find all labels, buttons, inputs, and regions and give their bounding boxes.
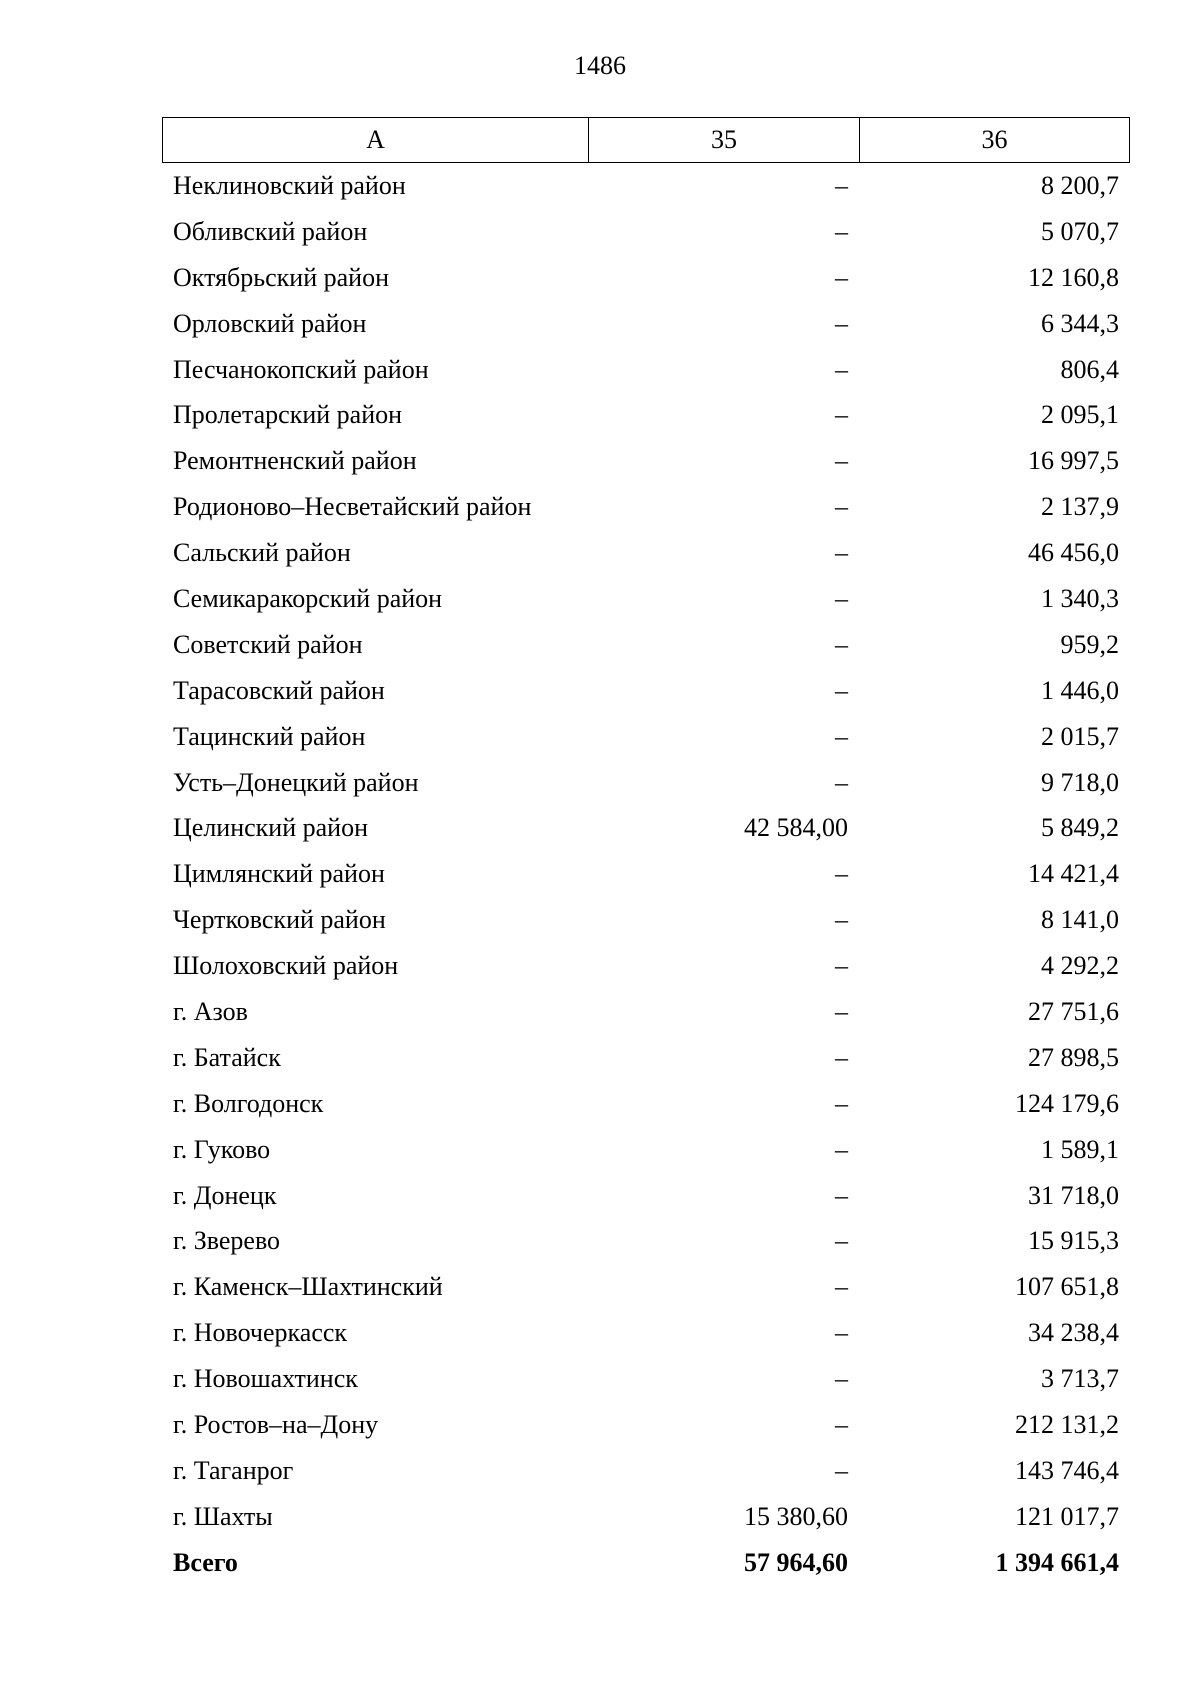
table-row — [162, 1494, 1130, 1540]
row-name: Цимлянский район — [173, 859, 385, 889]
row-value-35: – — [835, 996, 848, 1026]
row-value-35: 15 380,60 — [744, 1501, 848, 1531]
row-value-35: – — [835, 400, 848, 430]
total-label: Всего — [173, 1547, 238, 1577]
table-row — [162, 714, 1130, 760]
row-value-36: 6 344,3 — [1041, 308, 1119, 338]
table-row — [162, 851, 1130, 897]
row-value-35: – — [835, 1134, 848, 1164]
row-value-35: – — [835, 1409, 848, 1439]
row-value-36: 34 238,4 — [1028, 1318, 1119, 1348]
row-value-35: – — [835, 859, 848, 889]
row-name: Обливский район — [173, 216, 368, 246]
total-row — [162, 1540, 1130, 1586]
row-value-35: – — [835, 1042, 848, 1072]
row-value-36: 14 421,4 — [1028, 859, 1119, 889]
row-value-36: 27 898,5 — [1028, 1042, 1119, 1072]
row-name: г. Новошахтинск — [173, 1364, 358, 1394]
table-row — [162, 163, 1130, 209]
row-value-35: – — [835, 905, 848, 935]
row-name: г. Каменск–Шахтинский — [173, 1272, 443, 1302]
total-value-35: 57 964,60 — [744, 1547, 848, 1577]
row-value-35: – — [835, 354, 848, 384]
row-name: г. Шахты — [173, 1501, 273, 1531]
table-row — [162, 1035, 1130, 1081]
table-row — [162, 760, 1130, 806]
page-number: 1486 — [574, 51, 626, 80]
table-row — [162, 897, 1130, 943]
row-value-35: – — [835, 538, 848, 568]
table-body — [162, 163, 1130, 1586]
row-value-35: – — [835, 1455, 848, 1485]
row-value-36: 124 179,6 — [1015, 1088, 1119, 1118]
row-value-36: 2 137,9 — [1041, 492, 1119, 522]
row-value-35: – — [835, 216, 848, 246]
row-value-35: – — [835, 629, 848, 659]
row-name: Пролетарский район — [173, 400, 403, 430]
table-row — [162, 1448, 1130, 1494]
table-row — [162, 392, 1130, 438]
row-value-36: 1 446,0 — [1041, 675, 1119, 705]
table-row — [162, 1356, 1130, 1402]
row-name: г. Донецк — [173, 1180, 277, 1210]
row-value-36: 4 292,2 — [1041, 951, 1119, 981]
total-value-36: 1 394 661,4 — [995, 1547, 1119, 1577]
table-row — [162, 1310, 1130, 1356]
row-value-36: 3 713,7 — [1041, 1364, 1119, 1394]
row-name: г. Новочеркасск — [173, 1318, 348, 1348]
table-row — [162, 1081, 1130, 1127]
row-value-35: – — [835, 721, 848, 751]
row-value-36: 143 746,4 — [1015, 1455, 1119, 1485]
row-value-36: 16 997,5 — [1028, 446, 1119, 476]
row-value-36: 806,4 — [1060, 354, 1119, 384]
row-name: г. Азов — [173, 996, 248, 1026]
row-value-35: – — [835, 262, 848, 292]
row-value-35: – — [835, 492, 848, 522]
row-value-36: 107 651,8 — [1015, 1272, 1119, 1302]
row-name: Чертковский район — [173, 905, 386, 935]
table-row — [162, 1264, 1130, 1310]
row-value-36: 1 340,3 — [1041, 583, 1119, 613]
table-row — [162, 530, 1130, 576]
row-name: Сальский район — [173, 538, 351, 568]
table-row — [162, 438, 1130, 484]
table-row — [162, 255, 1130, 301]
row-name: г. Таганрог — [173, 1455, 294, 1485]
row-name: Тацинский район — [173, 721, 366, 751]
row-value-35: 42 584,00 — [744, 813, 848, 843]
row-value-35: – — [835, 1180, 848, 1210]
row-value-35: – — [835, 170, 848, 200]
row-name: г. Ростов–на–Дону — [173, 1409, 379, 1439]
table-row — [162, 347, 1130, 393]
row-name: Песчанокопский район — [173, 354, 429, 384]
table-row — [162, 1127, 1130, 1173]
table-row — [162, 576, 1130, 622]
row-name: г. Гуково — [173, 1134, 271, 1164]
row-value-36: 2 095,1 — [1041, 400, 1119, 430]
row-name: Усть–Донецкий район — [173, 767, 419, 797]
row-name: г. Волгодонск — [173, 1088, 324, 1118]
row-name: г. Зверево — [173, 1226, 281, 1256]
table-row — [162, 1402, 1130, 1448]
row-value-36: 31 718,0 — [1028, 1180, 1119, 1210]
table-row — [162, 989, 1130, 1035]
row-value-36: 27 751,6 — [1028, 996, 1119, 1026]
table-row — [162, 668, 1130, 714]
row-name: Советский район — [173, 629, 363, 659]
table-header — [162, 117, 1130, 163]
table-row — [162, 484, 1130, 530]
row-value-35: – — [835, 1272, 848, 1302]
table-row — [162, 301, 1130, 347]
row-name: Шолоховский район — [173, 951, 399, 981]
row-value-36: 959,2 — [1060, 629, 1119, 659]
row-value-35: – — [835, 446, 848, 476]
column-header-a: А — [163, 118, 589, 162]
row-name: Неклиновский район — [173, 170, 406, 200]
table-row — [162, 805, 1130, 851]
row-name: Орловский район — [173, 308, 367, 338]
row-value-36: 12 160,8 — [1028, 262, 1119, 292]
row-name: Семикаракорский район — [173, 583, 443, 613]
table-row — [162, 209, 1130, 255]
row-value-35: – — [835, 767, 848, 797]
row-name: г. Батайск — [173, 1042, 281, 1072]
table-row — [162, 622, 1130, 668]
row-value-36: 212 131,2 — [1015, 1409, 1119, 1439]
column-header-36: 36 — [981, 125, 1008, 154]
row-value-35: – — [835, 675, 848, 705]
row-value-36: 5 849,2 — [1041, 813, 1119, 843]
row-value-35: – — [835, 1088, 848, 1118]
row-value-35: – — [835, 308, 848, 338]
row-value-36: 2 015,7 — [1041, 721, 1119, 751]
row-value-35: – — [835, 1226, 848, 1256]
table-row — [162, 1218, 1130, 1264]
row-name: Тарасовский район — [173, 675, 385, 705]
row-value-36: 5 070,7 — [1041, 216, 1119, 246]
row-name: Ремонтненский район — [173, 446, 417, 476]
row-name: Родионово–Несветайский район — [173, 492, 532, 522]
row-value-35: – — [835, 1364, 848, 1394]
row-name: Октябрьский район — [173, 262, 389, 292]
table-row — [162, 1173, 1130, 1219]
row-name: Целинский район — [173, 813, 368, 843]
row-value-36: 9 718,0 — [1041, 767, 1119, 797]
column-header-35: 35 — [589, 118, 860, 162]
row-value-36: 8 141,0 — [1041, 905, 1119, 935]
row-value-35: – — [835, 1318, 848, 1348]
row-value-35: – — [835, 951, 848, 981]
row-value-35: – — [835, 583, 848, 613]
row-value-36: 1 589,1 — [1041, 1134, 1119, 1164]
row-value-36: 121 017,7 — [1015, 1501, 1119, 1531]
row-value-36: 15 915,3 — [1028, 1226, 1119, 1256]
row-value-36: 8 200,7 — [1041, 170, 1119, 200]
row-value-36: 46 456,0 — [1028, 538, 1119, 568]
table-row — [162, 943, 1130, 989]
